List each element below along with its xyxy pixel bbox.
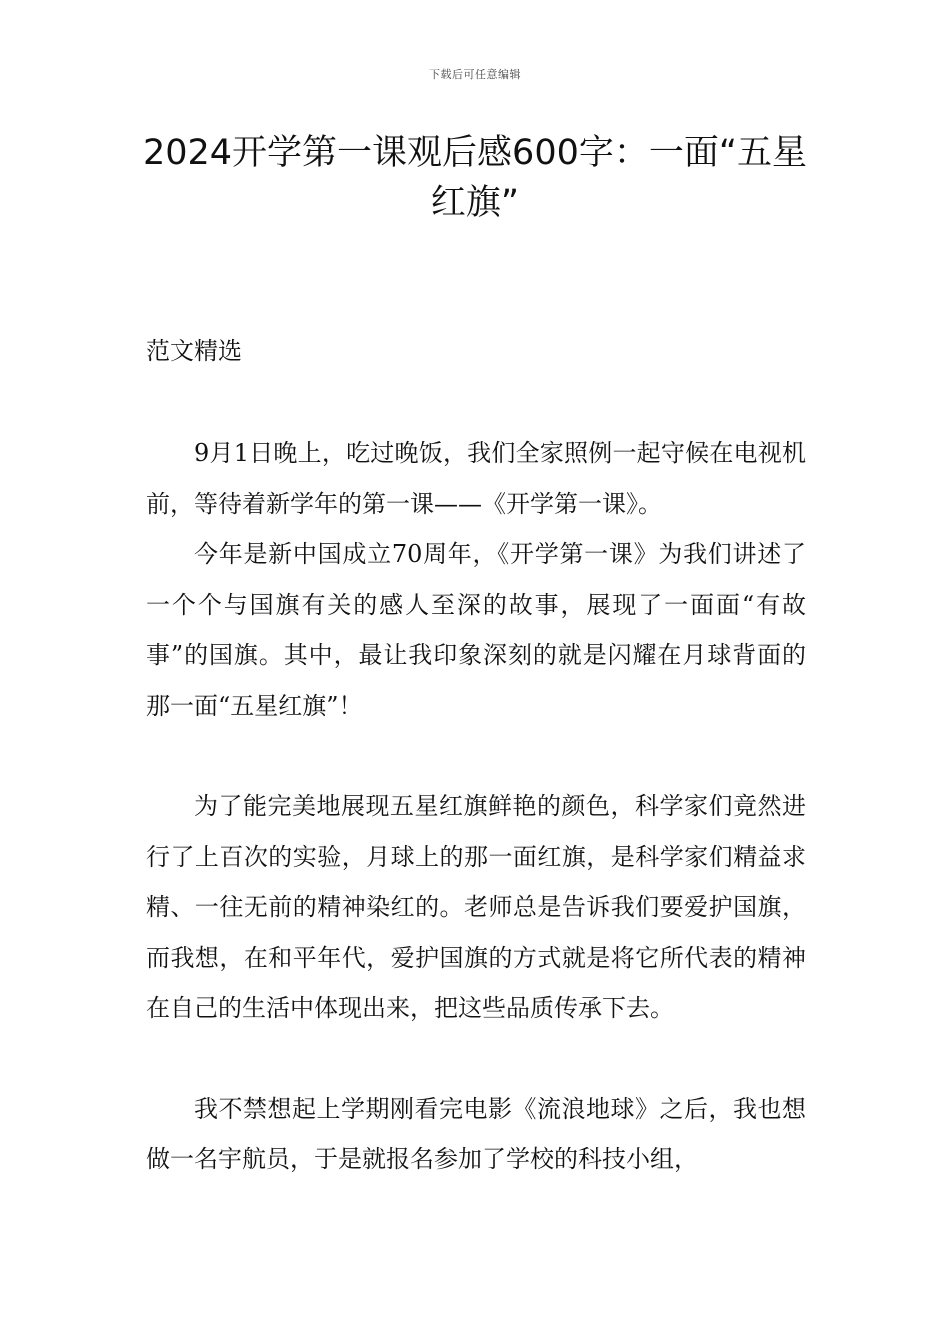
paragraph-spacer: [146, 731, 806, 781]
page-title: 2024开学第一课观后感600字：一面“五星红旗”: [142, 133, 807, 223]
section-label: 范文精选: [146, 337, 242, 365]
paragraph-1: 9月1日晚上，吃过晚饭，我们全家照例一起守候在电视机前，等待着新学年的第一课——《开学第一课》。: [146, 439, 806, 518]
paragraph-3: 为了能完美地展现五星红旗鲜艳的颜色，科学家们竟然进行了上百次的实验，月球上的那一面红旗，是科学家们精益求精、一往无前的精神染红的。老师总是告诉我们要爱护国旗，而我想，在和平年代，爱护国旗的方式就是将它所代表的精神在自己的生活中体现出来，把这些品质传承下去。: [146, 792, 806, 1022]
header-note: 下载后可任意编辑: [429, 68, 521, 81]
paragraph-4: 我不禁想起上学期刚看完电影《流浪地球》之后，我也想做一名宇航员，于是就报名参加了学校的科技小组，: [146, 1094, 806, 1173]
paragraph-spacer: [146, 1034, 806, 1084]
paragraph-2: 今年是新中国成立70周年，《开学第一课》为我们讲述了一个个与国旗有关的感人至深的故事，展现了一面面“有故事”的国旗。其中，最让我印象深刻的就是闪耀在月球背面的那一面“五星红旗”！: [146, 540, 806, 720]
article-body: [146, 428, 806, 1185]
